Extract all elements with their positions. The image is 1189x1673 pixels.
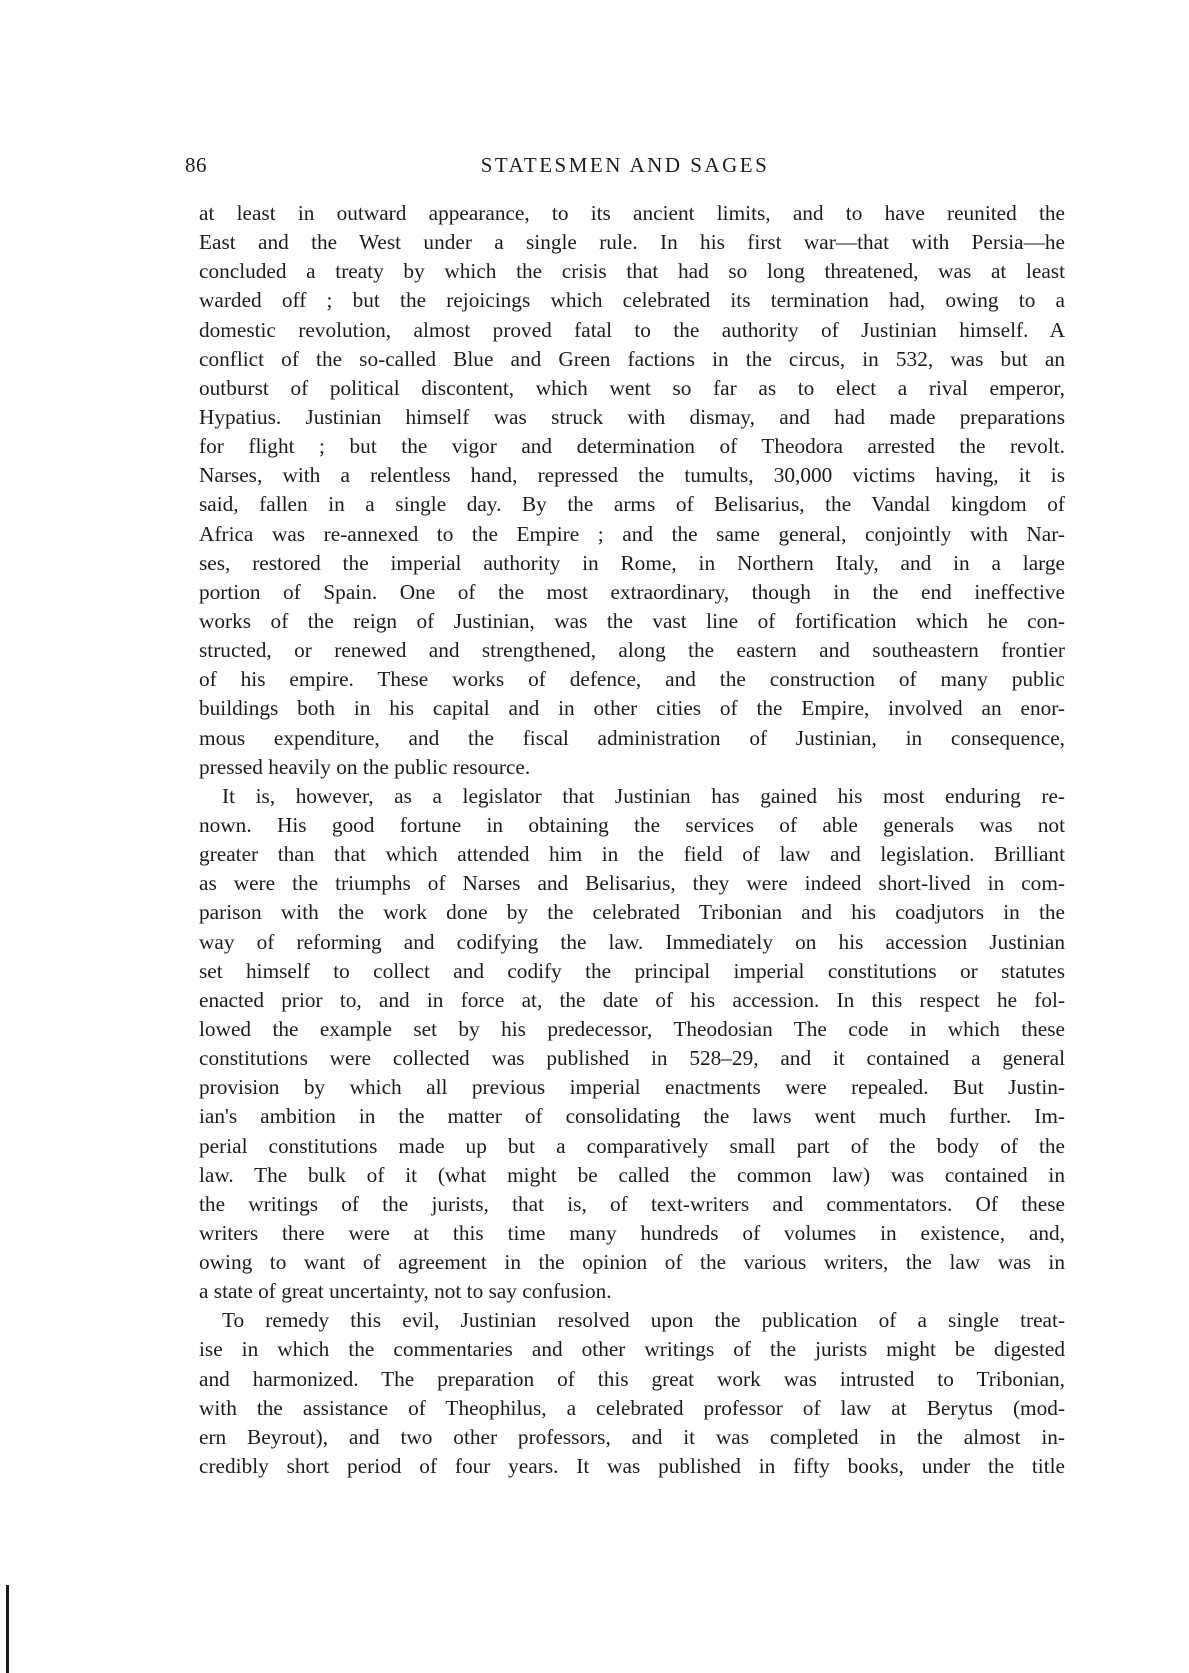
text-line: set himself to collect and codify the principal imperial constitutions or statutes xyxy=(199,958,1065,983)
text-line: for flight ; but the vigor and determination of Theodora arrested the revolt. xyxy=(199,434,1065,459)
text-line: It is, however, as a legislator that Justinian has gained his most enduring re- xyxy=(222,783,1065,808)
text-line: owing to want of agreement in the opinion of the various writers, the law was in xyxy=(199,1250,1065,1275)
page-number: 86 xyxy=(185,153,207,177)
text-line: pressed heavily on the public resource. xyxy=(199,754,531,779)
text-line: credibly short period of four years. It was published in fifty books, under the title xyxy=(199,1454,1065,1479)
text-line: as were the triumphs of Narses and Belisarius, they were indeed short-lived in com- xyxy=(199,871,1065,896)
text-line: To remedy this evil, Justinian resolved upon the publication of a single treat- xyxy=(222,1308,1065,1333)
text-line: ise in which the commentaries and other writings of the jurists might be digested xyxy=(199,1337,1065,1362)
scan-margin-mark xyxy=(6,1585,9,1673)
text-line: Narses, with a relentless hand, repressed the tumults, 30,000 victims having, it is xyxy=(199,463,1065,488)
text-line: ses, restored the imperial authority in Rome, in Northern Italy, and in a large xyxy=(199,550,1065,575)
text-line: provision by which all previous imperial enactments were repealed. But Justin- xyxy=(199,1075,1065,1100)
text-line: outburst of political discontent, which went so far as to elect a rival emperor, xyxy=(199,375,1065,400)
body-text xyxy=(199,199,1065,1481)
text-line: with the assistance of Theophilus, a celebrated professor of law at Berytus (mod- xyxy=(199,1395,1065,1420)
page-header xyxy=(185,153,1065,183)
text-line: buildings both in his capital and in other cities of the Empire, involved an enor- xyxy=(199,696,1065,721)
text-line: constitutions were collected was published in 528–29, and it contained a general xyxy=(199,1046,1065,1071)
text-line: works of the reign of Justinian, was the vast line of fortification which he con- xyxy=(199,608,1065,633)
text-line: concluded a treaty by which the crisis that had so long threatened, was at least xyxy=(199,259,1065,284)
text-line: mous expenditure, and the fiscal administration of Justinian, in consequence, xyxy=(199,725,1065,750)
text-line: perial constitutions made up but a comparatively small part of the body of the xyxy=(199,1133,1065,1158)
text-line: writers there were at this time many hundreds of volumes in existence, and, xyxy=(199,1220,1065,1245)
text-line: Hypatius. Justinian himself was struck with dismay, and had made preparations xyxy=(199,404,1065,429)
text-line: the writings of the jurists, that is, of text-writers and commentators. Of these xyxy=(199,1191,1065,1216)
text-line: and harmonized. The preparation of this great work was intrusted to Tribonian, xyxy=(199,1366,1065,1391)
text-line: East and the West under a single rule. In his first war—that with Persia—he xyxy=(199,230,1065,255)
running-head: STATESMEN AND SAGES xyxy=(480,153,770,177)
text-line: a state of great uncertainty, not to say confusion. xyxy=(199,1279,612,1304)
text-line: lowed the example set by his predecessor, Theodosian The code in which these xyxy=(199,1016,1065,1041)
text-line: portion of Spain. One of the most extraordinary, though in the end ineffective xyxy=(199,579,1065,604)
text-line: at least in outward appearance, to its ancient limits, and to have reunited the xyxy=(199,201,1065,225)
text-line: said, fallen in a single day. By the arms of Belisarius, the Vandal kingdom of xyxy=(199,492,1065,517)
text-line: domestic revolution, almost proved fatal to the authority of Justinian himself. A xyxy=(199,317,1065,342)
text-line: conflict of the so-called Blue and Green factions in the circus, in 532, was but an xyxy=(199,346,1065,371)
text-line: ian's ambition in the matter of consolidating the laws went much further. Im- xyxy=(199,1104,1065,1129)
text-line: parison with the work done by the celebrated Tribonian and his coadjutors in the xyxy=(199,900,1065,925)
text-line: law. The bulk of it (what might be called the common law) was contained in xyxy=(199,1162,1065,1187)
text-line: of his empire. These works of defence, and the construction of many public xyxy=(199,667,1065,692)
text-line: structed, or renewed and strengthened, along the eastern and southeastern frontier xyxy=(199,638,1065,663)
text-line: warded off ; but the rejoicings which celebrated its termination had, owing to a xyxy=(199,288,1065,313)
text-line: way of reforming and codifying the law. Immediately on his accession Justinian xyxy=(199,929,1065,954)
text-line: greater than that which attended him in the field of law and legislation. Brilliant xyxy=(199,842,1065,867)
text-line: ern Beyrout), and two other professors, and it was completed in the almost in- xyxy=(199,1424,1065,1449)
text-line: Africa was re-annexed to the Empire ; and the same general, conjointly with Nar- xyxy=(199,521,1065,546)
text-line: enacted prior to, and in force at, the date of his accession. In this respect he fol- xyxy=(199,987,1065,1012)
text-line: nown. His good fortune in obtaining the services of able generals was not xyxy=(199,812,1065,837)
